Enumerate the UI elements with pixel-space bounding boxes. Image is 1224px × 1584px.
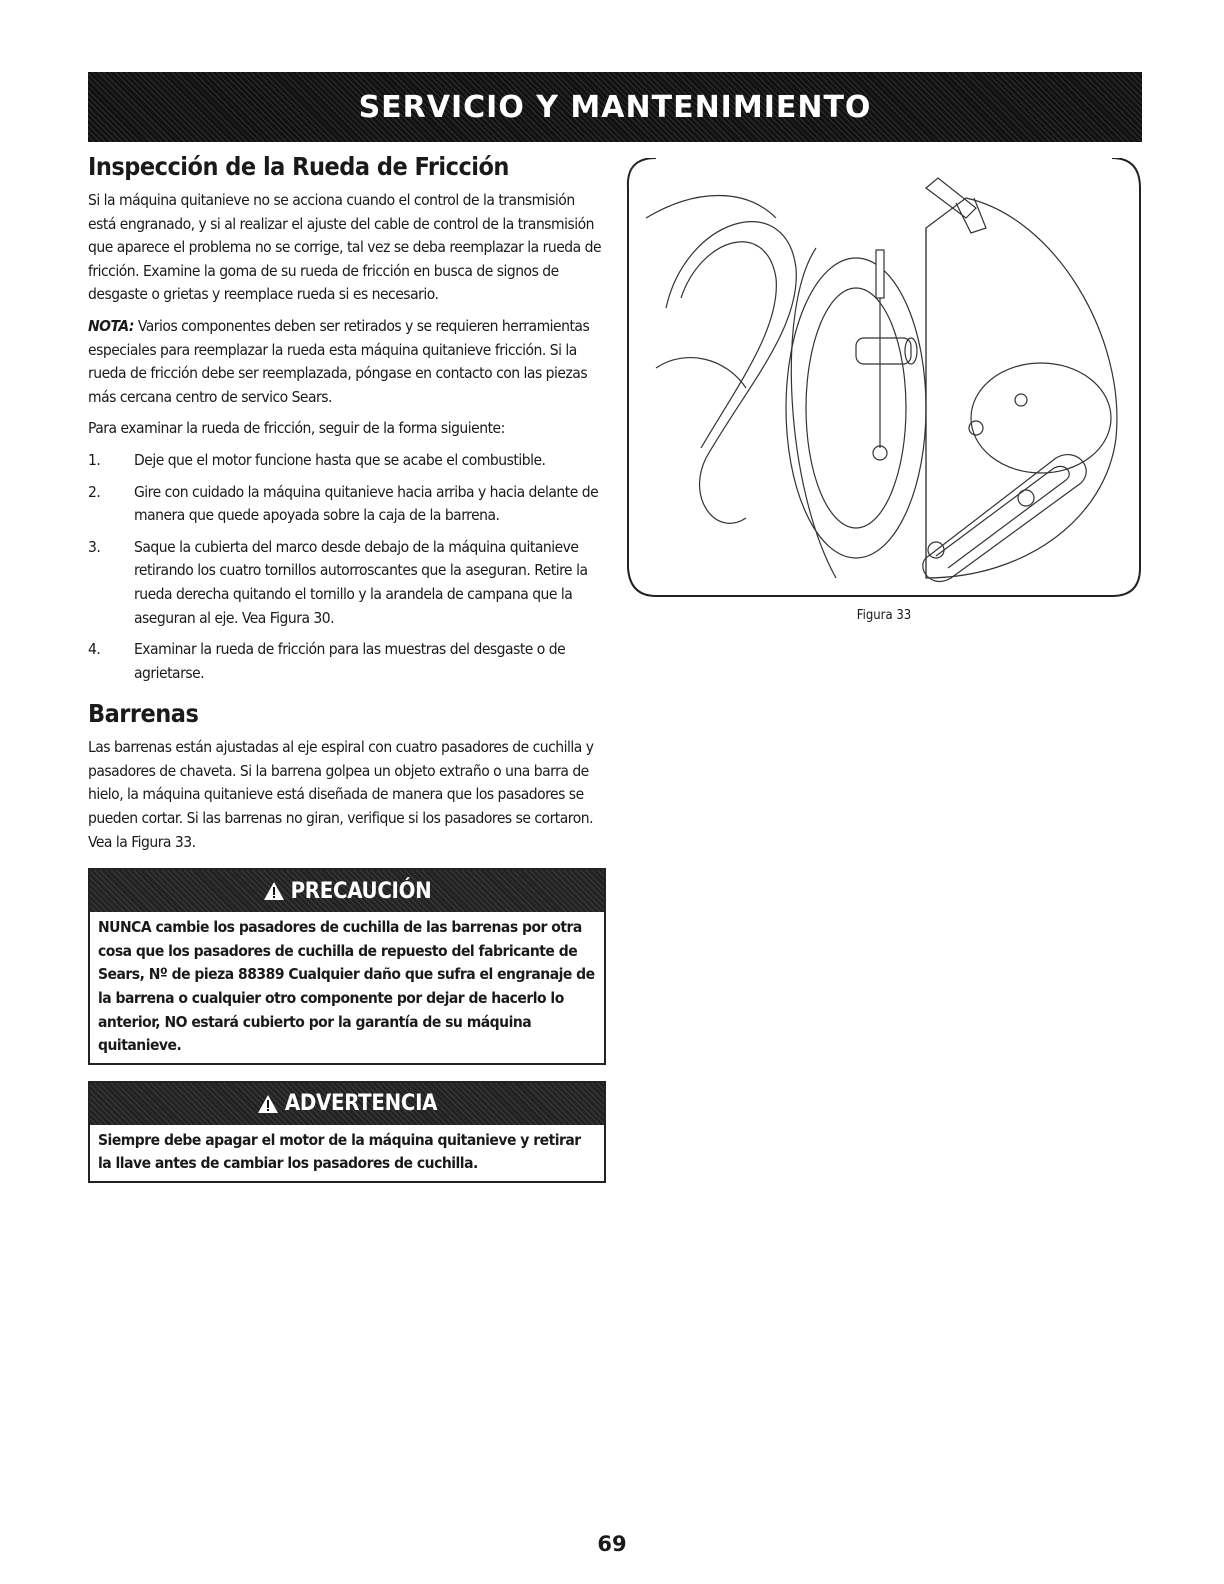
auger-housing: [926, 198, 1117, 578]
step-number: 2.: [88, 482, 101, 501]
step-text: Deje que el motor funcione hasta que se acabe el combustible.: [134, 450, 546, 469]
warning-header: [90, 1083, 604, 1125]
caution-title: PRECAUCIÓN: [290, 878, 432, 904]
list-item: [88, 449, 606, 473]
warning-box: [88, 1081, 606, 1183]
warning-body: Siempre debe apagar el motor de la máquina quitanieve y retirar la llave antes de cambiar los pasadores de cuchilla.: [98, 1130, 581, 1173]
text-column: [88, 152, 606, 1183]
step-text: Examinar la rueda de fricción para las muestras del desgaste o de agrietarse.: [134, 640, 566, 682]
augers-body: Las barrenas están ajustadas al eje espiral con cuatro pasadores de cuchilla y pasadores de chaveta. Si la barrena golpea un objeto extraño o una barra de hielo, la máquina quitanieve está diseñada de manera que los pasadores se pueden cortar. Si las barrenas no giran, verifique si los pasadores se cortaron. Vea la Figura 33.: [88, 738, 594, 851]
step-number: 3.: [88, 537, 101, 556]
steps-lead: Para examinar la rueda de fricción, seguir de la forma siguiente:: [88, 419, 505, 438]
step-number: 1.: [88, 450, 101, 469]
nota-paragraph: [88, 315, 606, 409]
caution-body: NUNCA cambie los pasadores de cuchilla de las barrenas por otra cosa que los pasadores de cuchilla de repuesto del fabricante de Sears, Nº de pieza 88389 Cualquier daño que sufra el engranaje de la barrena o cualquier otro componente por dejar de hacerlo lo anterior, NO estará cubierto por la garantía de su máquina quitanieve.: [98, 918, 595, 1055]
cotter-pin: [873, 446, 887, 460]
section-title: SERVICIO Y MANTENIMIENTO: [358, 89, 872, 125]
nota-text: Varios componentes deben ser retirados y se requieren herramientas especiales para reemplazar la rueda esta máquina quitanieve fricción. Si la rueda de fricción debe ser reemplazada, póngase en contacto con las piezas más cercana centro de servico Sears.: [88, 316, 590, 406]
nota-label: NOTA:: [88, 316, 134, 335]
list-item: [88, 638, 606, 685]
auger-figure: [626, 158, 1142, 598]
warning-triangle-icon: [263, 881, 285, 901]
friction-wheel-heading: Inspección de la Rueda de Fricción: [88, 152, 509, 181]
caution-header: [90, 870, 604, 912]
warning-title: ADVERTENCIA: [284, 1091, 438, 1117]
caution-box: [88, 868, 606, 1065]
skid-shoe: [923, 455, 1086, 582]
auger-shaft: [856, 338, 911, 364]
steps-list: [88, 449, 606, 685]
step-number: 4.: [88, 640, 101, 659]
list-item: [88, 481, 606, 528]
figure-caption: Figura 33: [856, 608, 912, 623]
augers-heading: Barrenas: [88, 699, 199, 729]
page-number: 69: [597, 1532, 627, 1556]
warning-triangle-icon: [257, 1094, 279, 1114]
list-item: [88, 536, 606, 630]
shear-pin: [876, 250, 884, 298]
section-banner: [88, 72, 1142, 142]
friction-wheel-intro: Si la máquina quitanieve no se acciona cuando el control de la transmisión está engranado, y si al realizar el ajuste del cable de control de la transmisión que aparece el problema no se corrige, tal vez se deba reemplazar la rueda de fricción. Examine la goma de su rueda de fricción en busca de signos de desgaste o grietas y reemplace rueda si es necesario.: [88, 191, 602, 304]
auger-blade: [786, 258, 926, 558]
step-text: Saque la cubierta del marco desde debajo de la máquina quitanieve retirando los cuatro tornillos autorroscantes que la aseguran. Retire la rueda derecha quitando el tornillo y la arandela de campana que la aseguran al eje. Vea Figura 30.: [134, 537, 588, 627]
step-text: Gire con cuidado la máquina quitanieve hacia arriba y hacia delante de manera que quede apoyada sobre la caja de la barrena.: [134, 482, 599, 525]
